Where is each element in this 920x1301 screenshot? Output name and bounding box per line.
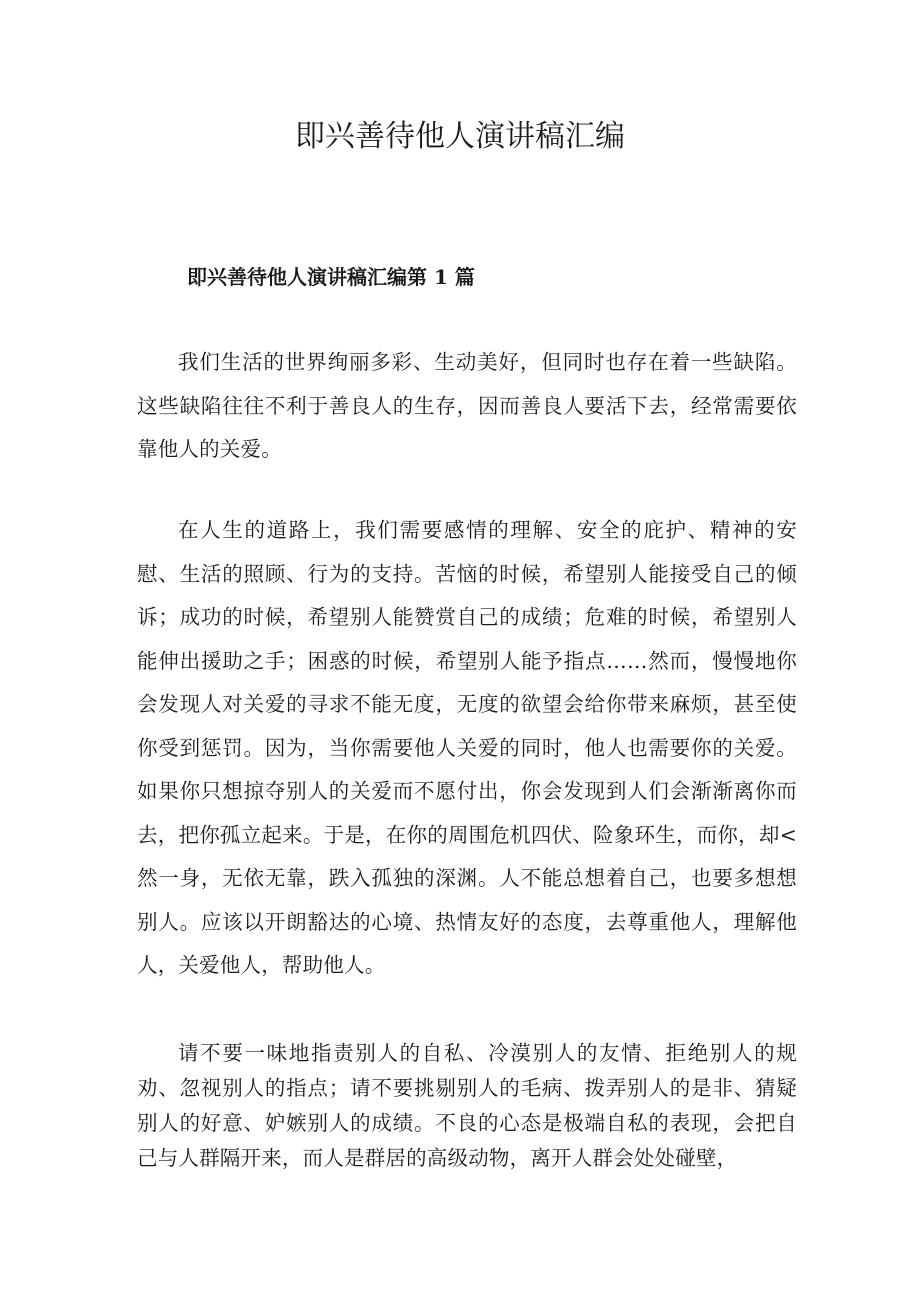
document-title: 即兴善待他人演讲稿汇编 (295, 119, 625, 154)
paragraph-2: 在人生的道路上，我们需要感情的理解、安全的庇护、精神的安慰、生活的照顾、行为的支持。苦恼的时候，希望别人能接受自己的倾诉；成功的时候，希望别人能赞赏自己的成绩；危难的时候，希望别人能伸出援助之手；困惑的时候，希望别人能予指点……然而，慢慢地你会发现人对关爱的寻求不能无度，无度的欲望会给你带来麻烦，甚至使你受到惩罚。因为，当你需要他人关爱的同时，他人也需要你的关爱。如果你只想掠夺别人的关爱而不愿付出，你会发现到人们会渐渐离你而去，把你孤立起来。于是，在你的周围危机四伏、险象环生，而你，却<然一身，无依无靠，跌入孤独的深渊。人不能总想着自己，也要多想想别人。应该以开朗豁达的心境、热情友好的态度，去尊重他人，理解他人，关爱他人，帮助他人。 (137, 518, 797, 977)
paragraph-1: 我们生活的世界绚丽多彩、生动美好，但同时也存在着一些缺陷。这些缺陷往往不利于善良人的生存，因而善良人要活下去，经常需要依靠他人的关爱。 (137, 350, 797, 461)
paragraph-3: 请不要一味地指责别人的自私、冷漠别人的友情、拒绝别人的规劝、忽视别人的指点；请不要挑剔别人的毛病、拨弄别人的是非、猜疑别人的好意、妒嫉别人的成绩。不良的心态是极端自私的表现，会把自己与人群隔开来，而人是群居的高级动物，离开人群会处处碰壁， (137, 1041, 797, 1170)
section-heading: 即兴善待他人演讲稿汇编第 1 篇 (187, 265, 475, 289)
